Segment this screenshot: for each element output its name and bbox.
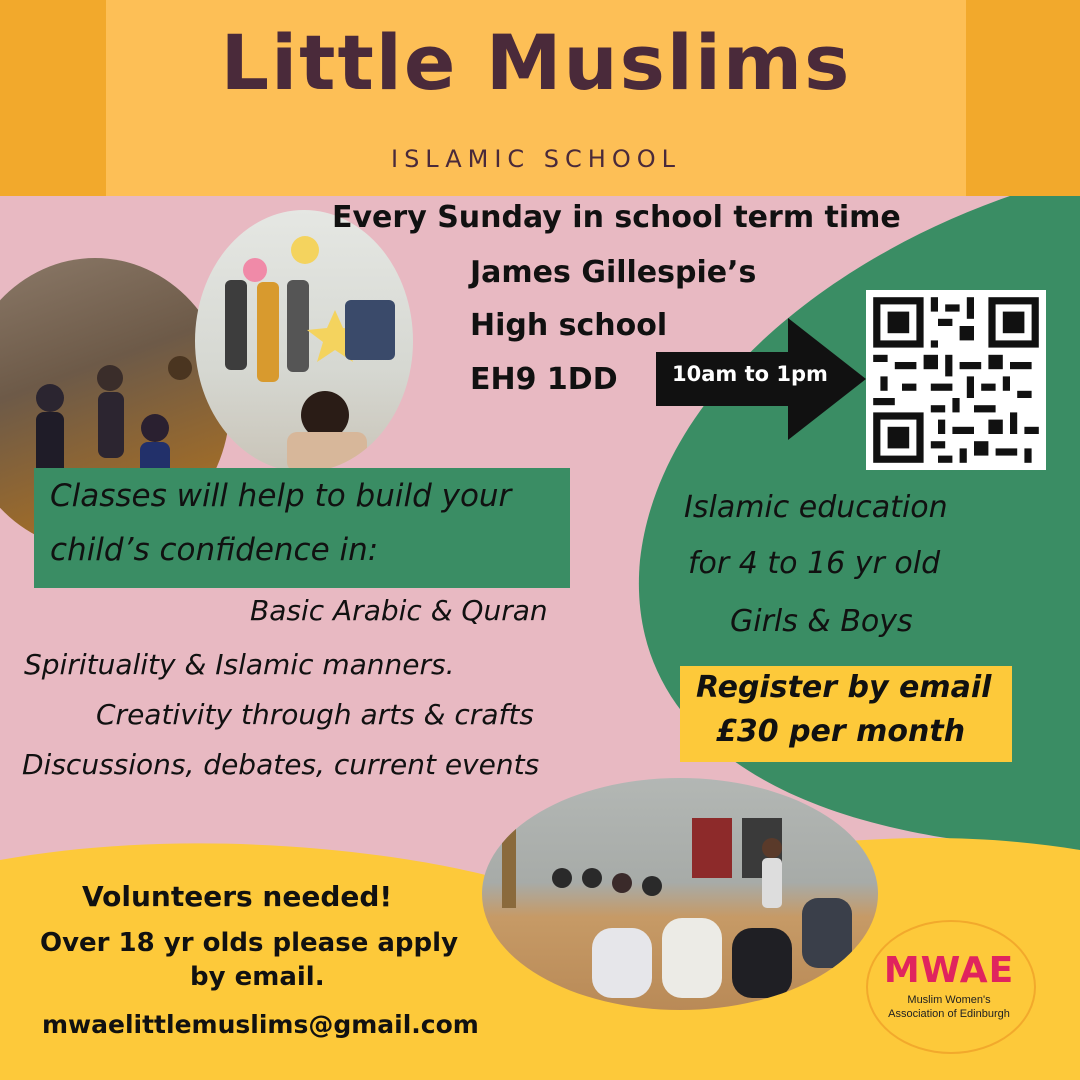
classes-intro-line-2: child’s confidence in:: [50, 532, 379, 568]
schedule-line: Every Sunday in school term time: [332, 200, 901, 235]
contact-email[interactable]: mwaelittlemuslims@gmail.com: [42, 1010, 479, 1039]
register-line-1: Register by email: [696, 670, 992, 705]
class-item-spirituality: Spirituality & Islamic manners.: [24, 648, 455, 681]
class-item-creativity: Creativity through arts & crafts: [96, 698, 534, 731]
volunteers-line-1: Over 18 yr olds please apply: [40, 928, 459, 958]
class-item-discussions: Discussions, debates, current events: [22, 748, 540, 781]
sports-hall-figures: [482, 778, 878, 1010]
logo-acronym: MWAE: [883, 950, 1015, 991]
page-subtitle: ISLAMIC SCHOOL: [390, 145, 681, 173]
volunteers-line-2: by email.: [190, 962, 325, 992]
logo-line-1: Muslim Women's: [907, 994, 991, 1006]
time-label: 10am to 1pm: [672, 362, 828, 386]
logo-line-2: Association of Edinburgh: [888, 1008, 1010, 1020]
postcode: EH9 1DD: [470, 362, 618, 397]
education-line-2: for 4 to 16 yr old: [688, 546, 941, 581]
volunteers-heading: Volunteers needed!: [82, 880, 393, 913]
page-title: Little Muslims: [220, 18, 852, 107]
qr-code[interactable]: [866, 290, 1046, 470]
qr-code-pattern: [866, 290, 1046, 470]
register-price: £30 per month: [716, 714, 966, 749]
photo-sports-hall-group: [482, 778, 878, 1010]
education-line-3: Girls & Boys: [730, 604, 913, 639]
photo-children-performance: [195, 210, 413, 472]
venue-line-1: James Gillespie’s: [470, 255, 757, 290]
classes-intro-line-1: Classes will help to build your: [50, 478, 512, 514]
class-item-arabic-quran: Basic Arabic & Quran: [250, 594, 548, 627]
performance-figures: [195, 210, 413, 472]
education-line-1: Islamic education: [684, 490, 948, 525]
venue-line-2: High school: [470, 308, 668, 343]
